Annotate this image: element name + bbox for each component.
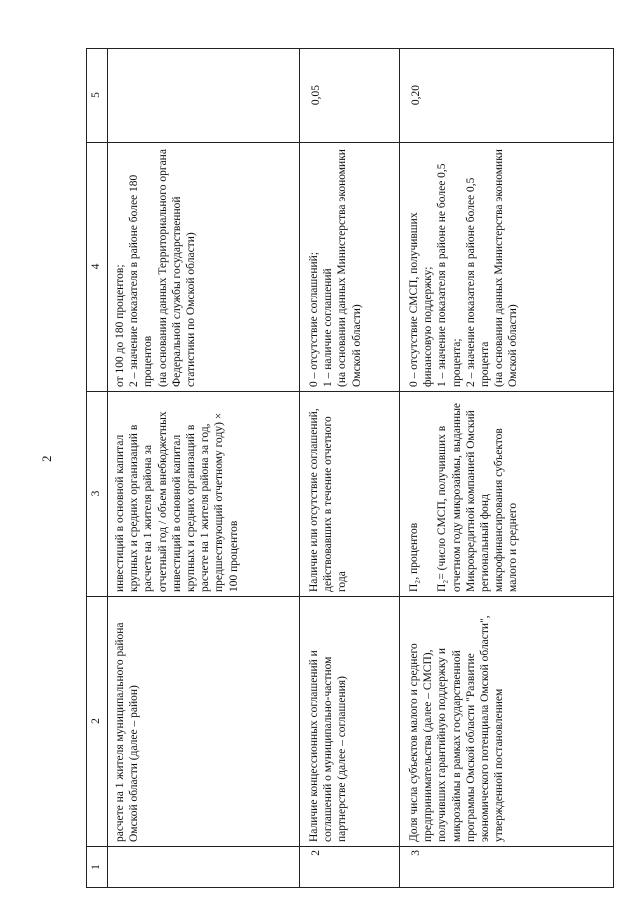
table-header-cell: 3 (90, 490, 102, 497)
table-cell-criteria: 0 – отсутствие соглашений; 1 – наличие соглашений (на основании данных Министерства экономики Омской области) (308, 149, 363, 387)
table-header-cell: 2 (90, 718, 102, 724)
table-row-rule (86, 846, 614, 847)
table-header-cell: 1 (90, 864, 102, 870)
table-cell-weight: 0,05 (310, 84, 322, 106)
table-cell-name: Доля числа субъектов малого и среднего предпринимательства (далее – СМСП), получивших гарантийную поддержку и микрозаймы в рамках государственной программы Омской области "Развитие экономического потенциала Омской области", утвержденной постановлением (408, 615, 506, 842)
page-number: 2 (39, 455, 54, 462)
table-column-rule (299, 48, 300, 888)
table-header-cell: 5 (90, 92, 102, 98)
table-cell-name: Наличие концессионных соглашений и соглашений о муниципально-частном партнерстве (далее – соглашения) (308, 650, 349, 842)
table-row-rule (86, 391, 614, 392)
table-cell-formula: инвестиций в основной капитал крупных и средних организаций в расчете на 1 жителя района за отчетный год / объем внебюджетных инвестиций в основной капитал крупных и средних организаций в расчете на 1 жителя района за год, предшествующий отчетному году) × 100 процентов (114, 411, 240, 592)
table-cell-name: расчете на 1 жителя муниципального района Омской области (далее – район) (114, 622, 141, 842)
table-row-rule (86, 142, 614, 143)
table-cell-criteria: от 100 до 180 процентов; 2 – значение показателя в районе более 180 процентов (на основании данных Территориального органа Федеральной службы государственной статистики по Омской области) (114, 149, 198, 387)
table-cell-number: 2 (310, 850, 322, 856)
table-cell-weight: 0,20 (410, 84, 422, 106)
table-cell-criteria: 0 – отсутствие СМСП, получивших финансовую поддержку; 1 – значение показателя в районе не более 0,5 процента; 2 – значение показателя в районе более 0,5 процента (на основании данных Министерства экономики Омской области) (408, 149, 520, 387)
table-column-rule (399, 48, 400, 888)
table-cell-formula: П₂, процентов П₂= (число СМСП, получивших в отчетном году микрозаймы, выданные Микрокредитной компанией Омский региональный фонд микрофинансирования субъектов малого и среднего (408, 402, 520, 592)
table-column-rule (107, 48, 108, 888)
table-row-rule (86, 596, 614, 597)
table-cell-number: 3 (410, 850, 422, 856)
table-header-cell: 4 (90, 263, 102, 270)
table-cell-formula: Наличие или отсутствие соглашений, действовавших в течение отчетного года (308, 408, 349, 592)
